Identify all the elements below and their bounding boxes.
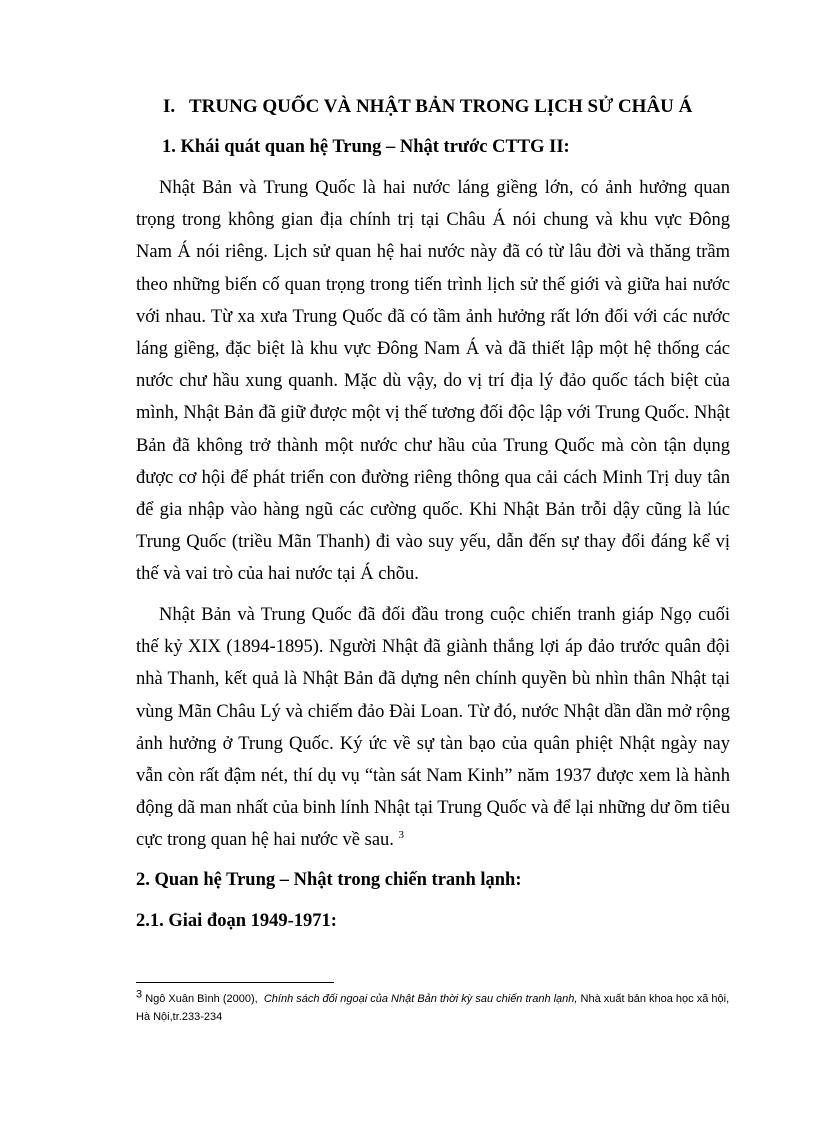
- paragraph-2: [136, 599, 730, 857]
- footnote-title: Chính sách đối ngoại của Nhật Bản thời kỳ sau chiến tranh lạnh,: [263, 993, 578, 1005]
- paragraph-2-text: Nhật Bản và Trung Quốc đã đối đầu trong cuộc chiến tranh giáp Ngọ cuối thế kỷ XIX (1894-1895). Người Nhật đã giành thắng lợi áp đảo trước quân đội nhà Thanh, kết quả là Nhật Bản đã dựng nên chính quyền bù nhìn thân Nhật tại vùng Mãn Châu Lý và chiếm đảo Đài Loan. Từ đó, nước Nhật dần dần mở rộng ảnh hưởng ở Trung Quốc. Ký ức về sự tàn bạo của quân phiệt Nhật ngày nay vẫn còn rất đậm nét, thí dụ vụ “tàn sát Nam Kinh” năm 1937 được xem là hành động dã man nhất của binh lính Nhật tại Trung Quốc và để lại những dư õm tiêu cực trong quan hệ hai nước về sau.: [136, 605, 730, 851]
- footnote-publisher: Nhà xuất bản khoa học xã hội, Hà Nội,tr.233-234: [136, 993, 730, 1023]
- subsection-heading: 1. Khái quát quan hệ Trung – Nhật trước CTTG II:: [162, 137, 570, 157]
- paragraph-1: Nhật Bản và Trung Quốc là hai nước láng giềng lớn, có ảnh hưởng quan trọng trong không gian địa chính trị tại Châu Á nói chung và khu vực Đông Nam Á nói riêng. Lịch sử quan hệ hai nước này đã có từ lâu đời và thăng trầm theo những biến cố quan trọng trong tiến trình lịch sử thế giới và giữa hai nước với nhau. Từ xa xưa Trung Quốc đã có tầm ảnh hưởng rất lớn đối với các nước láng giềng, đặc biệt là khu vực Đông Nam Á và đã thiết lập một hệ thống các nước chư hầu xung quanh. Mặc dù vậy, do vị trí địa lý đảo quốc tách biệt của mình, Nhật Bản đã giữ được một vị thế tương đối độc lập với Trung Quốc. Nhật Bản đã không trở thành một nước chư hầu của Trung Quốc mà còn tận dụng được cơ hội để phát triển con đường riêng thông qua cải cách Minh Trị duy tân để gia nhập vào hàng ngũ các cường quốc. Khi Nhật Bản trỗi dậy cũng là lúc Trung Quốc (triều Mãn Thanh) đi vào suy yếu, dẫn đến sự thay đổi đáng kể vị thế và vai trò của hai nước tại Á chõu.: [136, 178, 730, 585]
- subsection-heading-2-1: 2.1. Giai đoạn 1949-1971:: [136, 911, 337, 931]
- footnote: [136, 990, 730, 1026]
- footnote-reference: 3: [398, 829, 405, 842]
- footnote-marker: 3: [136, 988, 143, 1001]
- section-number: I.: [163, 96, 176, 117]
- footnote-divider: [136, 982, 334, 983]
- section-heading-1: [163, 96, 692, 118]
- section-heading-2: 2. Quan hệ Trung – Nhật trong chiến tranh lạnh:: [136, 870, 522, 890]
- section-title: TRUNG QUỐC VÀ NHẬT BẢN TRONG LỊCH SỬ CHÂU Á: [189, 96, 693, 117]
- footnote-author: Ngô Xuân Bình (2000),: [145, 993, 258, 1005]
